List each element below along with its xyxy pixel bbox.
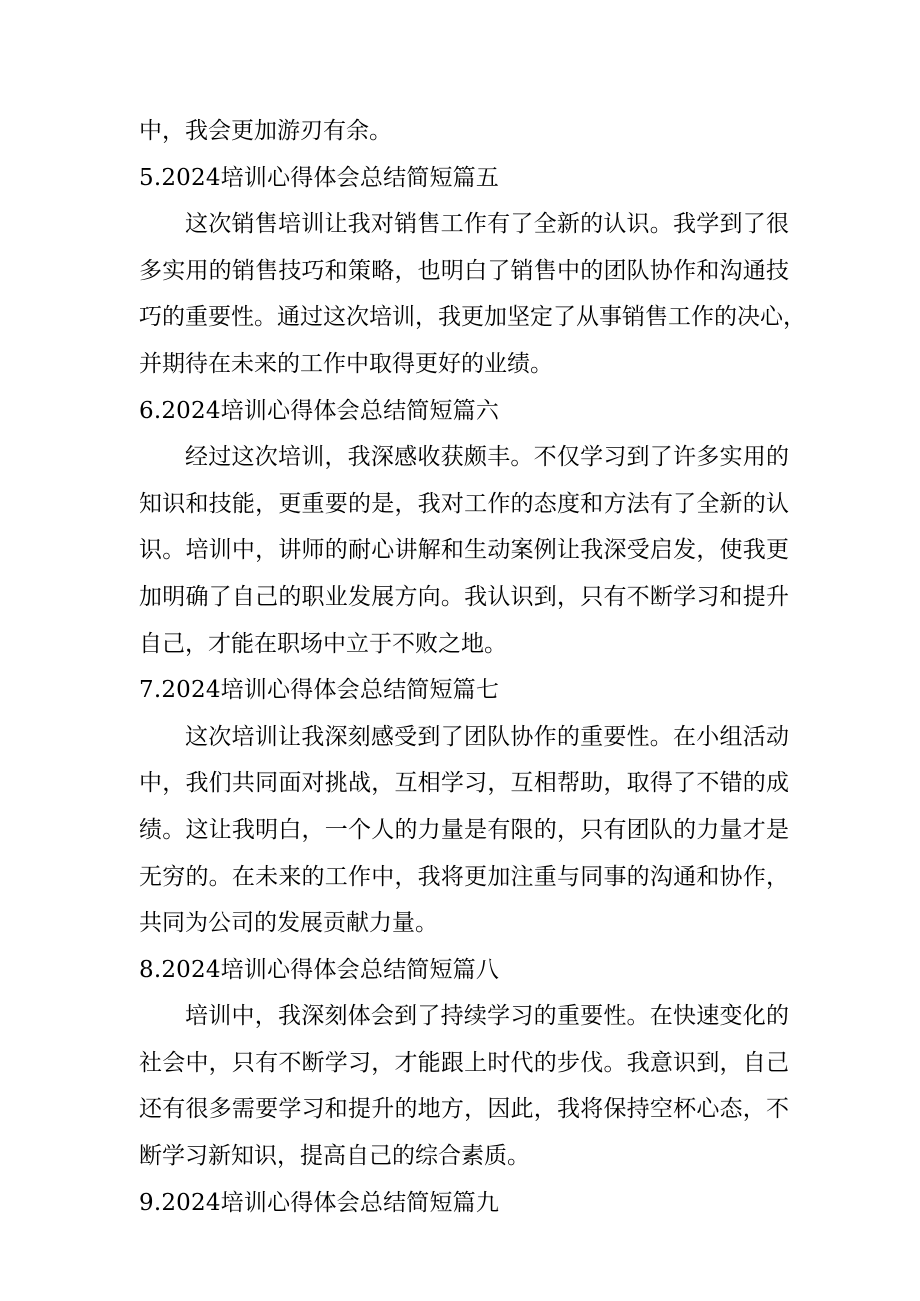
paragraph-line: 绩。这让我明白，一个人的力量是有限的，只有团队的力量才是 [139,816,789,843]
section-title-8: 8.2024培训心得体会总结简短篇八 [139,956,500,983]
paragraph-line: 加明确了自己的职业发展方向。我认识到，只有不断学习和提升 [139,583,789,610]
section-title-9: 9.2024培训心得体会总结简短篇九 [139,1189,500,1216]
paragraph-line: 中，我们共同面对挑战，互相学习，互相帮助，取得了不错的成 [139,770,789,797]
paragraph-line: 这次销售培训让我对销售工作有了全新的认识。我学到了很 [185,211,789,238]
paragraph-line: 无穷的。在未来的工作中，我将更加注重与同事的沟通和协作， [139,863,789,890]
paragraph-line: 断学习新知识，提高自己的综合素质。 [139,1143,530,1170]
paragraph-line: 培训中，我深刻体会到了持续学习的重要性。在快速变化的 [185,1003,789,1030]
paragraph-line: 这次培训让我深刻感受到了团队协作的重要性。在小组活动 [185,723,789,750]
paragraph-line: 自己，才能在职场中立于不败之地。 [139,630,507,657]
section-title-7: 7.2024培训心得体会总结简短篇七 [139,677,500,704]
paragraph-line: 共同为公司的发展贡献力量。 [139,910,438,937]
paragraph-line: 还有很多需要学习和提升的地方，因此，我将保持空杯心态，不 [139,1096,789,1123]
section-body-8 [139,1002,789,1170]
document-page [139,117,806,1235]
section-title-5: 5.2024培训心得体会总结简短篇五 [139,164,500,191]
paragraph-line: 经过这次培训，我深感收获颇丰。不仅学习到了许多实用的 [185,444,789,471]
paragraph-line: 知识和技能，更重要的是，我对工作的态度和方法有了全新的认 [139,490,789,517]
section-body-5 [139,210,806,378]
continuation-line: 中，我会更加游刃有余。 [139,118,392,144]
section-body-6 [139,443,789,657]
paragraph-line: 社会中，只有不断学习，才能跟上时代的步伐。我意识到，自己 [139,1049,789,1076]
paragraph-line: 巧的重要性。通过这次培训，我更加坚定了从事销售工作的决心， [139,304,806,331]
paragraph-line: 并期待在未来的工作中取得更好的业绩。 [139,350,553,377]
section-body-7 [139,723,789,937]
section-title-6: 6.2024培训心得体会总结简短篇六 [139,397,500,424]
paragraph-line: 识。培训中，讲师的耐心讲解和生动案例让我深受启发，使我更 [139,537,789,564]
paragraph-line: 多实用的销售技巧和策略，也明白了销售中的团队协作和沟通技 [139,257,789,284]
